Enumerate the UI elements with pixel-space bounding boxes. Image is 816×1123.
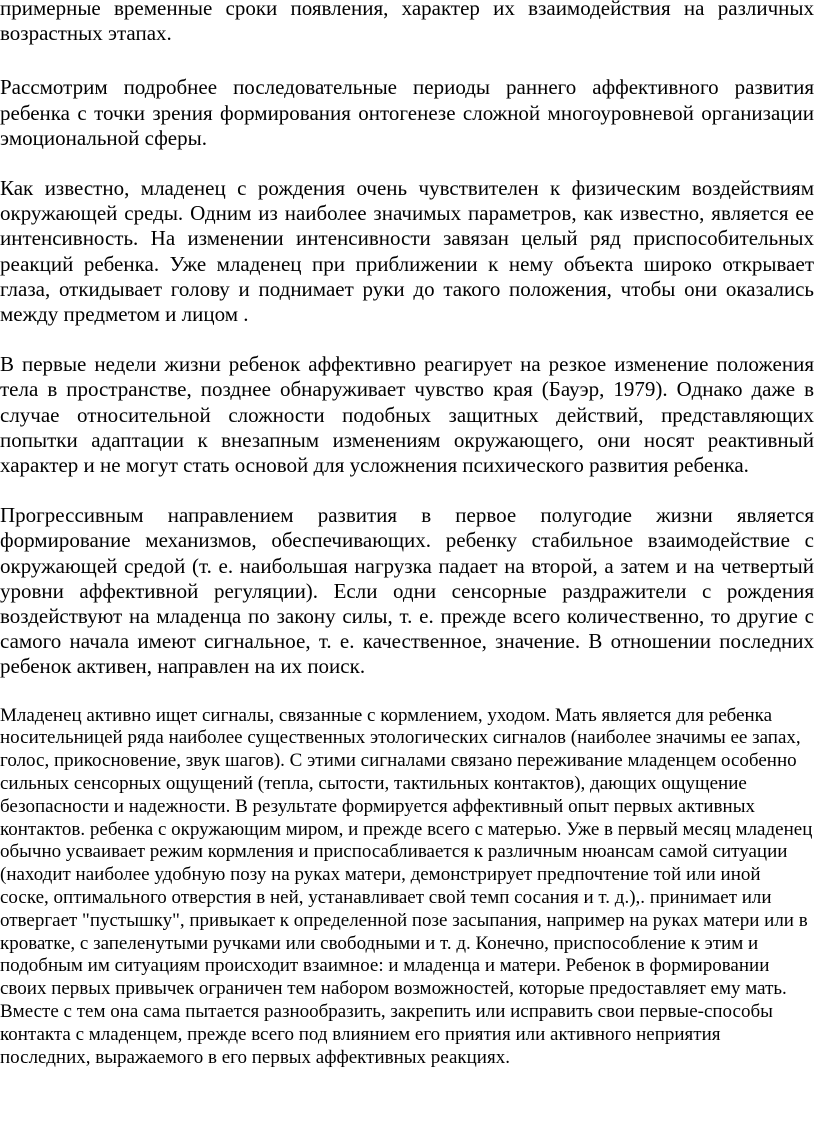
paragraph-consider-periods: Рассмотрим подробнее последовательные периоды раннего аффективного развития ребенка с точки зрения формирования онтогенезе сложной многоуровневой организации эмоциональной сферы. [0,75,814,150]
paragraph-gap [0,680,814,705]
paragraph-infant-sensitivity: Как известно, младенец с рождения очень чувствителен к физическим воздействиям окружающей среды. Одним из наиболее значимых параметров, как известно, является ее интенсивность. На изменении интенсивности завязан целый ряд приспособительных реакций ребенка. Уже младенец при приближении к нему объекта широко открывает глаза, откидывает голову и поднимает руки до такого положения, чтобы они оказались между предметом и лицом . [0,176,814,327]
paragraph-gap [0,50,814,75]
paragraph-mother-signals: Младенец активно ищет сигналы, связанные с кормлением, уходом. Мать является для ребенка носительницей ряда наиболее существенных этологических сигналов (наиболее значимы ее запах, голос, прикосновение, звук шагов). С этими сигналами связано переживание младенцем особенно сильных сенсорных ощущений (тепла, сытости, тактильных контактов), дающих ощущение безопасности и надежности. В результате формируется аффективный опыт первых активных контактов. ребенка с окружающим миром, и прежде всего с матерью. Уже в первый месяц младенец обычно усваивает режим кормления и приспосабливается к различным нюансам самой ситуации (находит наиболее удобную позу на руках матери, демонстрирует предпочтение той или иной соске, оптимального отверстия в ней, устанавливает свой темп сосания и т. д.),. принимает или отвергает "пустышку", привыкает к определенной позе засыпания, например на руках матери или в кроватке, с запеленутыми ручками или свободными и т. д. Конечно, приспособление к этим и подобным им ситуациям происходит взаимное: и младенца и матери. Ребенок в формировании своих первых привычек ограничен тем набором возможностей, которые предоставляет ему мать. Вместе с тем она сама пытается разнообразить, закрепить или исправить свои первые-способы контакта с младенцем, прежде всего под влиянием его приятия или активного неприятия последних, выражаемого в его первых аффективных реакциях. [0,704,813,1068]
paragraph-gap [0,478,814,503]
paragraph-gap [0,151,814,176]
paragraph-progressive-direction: Прогрессивным направлением развития в первое полугодие жизни является формирование механизмов, обеспечивающих. ребенку стабильное взаимодействие с окружающей средой (т. е. наибольшая нагрузка падает на второй, а затем и на четвертый уровни аффективной регуляции). Если одни сенсорные раздражители с рождения воздействуют на младенца по закону силы, т. е. прежде всего количественно, то другие с самого начала имеют сигнальное, т. е. качественное, значение. В отношении последних ребенок активен, направлен на их поиск. [0,503,814,679]
paragraph-gap [0,327,814,352]
paragraph-first-weeks: В первые недели жизни ребенок аффективно реагирует на резкое изменение положения тела в пространстве, позднее обнаруживает чувство края (Бауэр, 1979). Однако даже в случае относительной сложности подобных защитных действий, представляющих попытки адаптации к внезапным изменениям окружающего, они носят реактивный характер и не могут стать основой для усложнения психического развития ребенка. [0,352,814,478]
paragraph-intro-fragment: примерные временные сроки появления, характер их взаимодействия на различных возрастных этапах. [0,0,814,46]
